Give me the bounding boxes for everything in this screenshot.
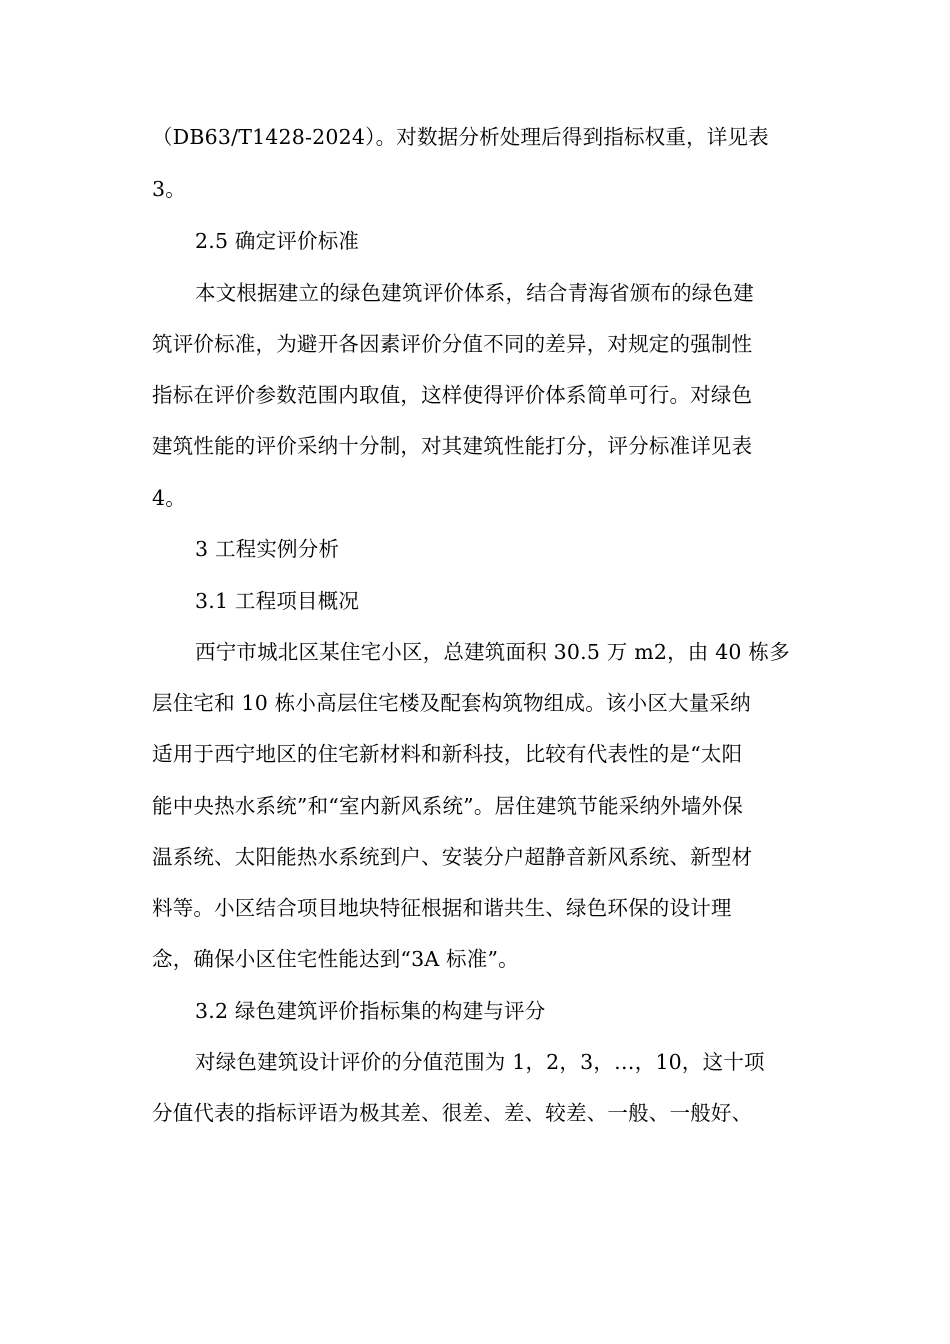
- paragraph-line: 适用于西宁地区的住宅新材料和新科技，比较有代表性的是“太阳: [152, 742, 743, 766]
- paragraph-line: 料等。小区结合项目地块特征根据和谐共生、绿色环保的设计理: [152, 896, 732, 920]
- section-heading: 3.1 工程项目概况: [195, 589, 360, 613]
- section-heading: 3.2 绿色建筑评价指标集的构建与评分: [195, 999, 546, 1023]
- paragraph-line: 能中央热水系统”和“室内新风系统”。居住建筑节能采纳外墙外保: [152, 794, 743, 818]
- paragraph-line: 分值代表的指标评语为极其差、很差、差、较差、一般、一般好、: [152, 1101, 753, 1125]
- paragraph-line: 温系统、太阳能热水系统到户、安装分户超静音新风系统、新型材: [152, 845, 753, 869]
- paragraph-line: 念，确保小区住宅性能达到“3A 标准”。: [152, 947, 519, 971]
- paragraph-line: 筑评价标准，为避开各因素评价分值不同的差异，对规定的强制性: [152, 332, 753, 356]
- section-heading: 2.5 确定评价标准: [195, 229, 360, 253]
- paragraph-line: 指标在评价参数范围内取值，这样使得评价体系简单可行。对绿色: [152, 383, 753, 407]
- paragraph-line: 对绿色建筑设计评价的分值范围为 1，2，3，…，10，这十项: [195, 1050, 765, 1074]
- paragraph-line: 建筑性能的评价采纳十分制，对其建筑性能打分，评分标准详见表: [152, 434, 753, 458]
- paragraph-line: 4。: [152, 486, 186, 510]
- section-heading: 3 工程实例分析: [195, 537, 340, 561]
- paragraph-line: 本文根据建立的绿色建筑评价体系，结合青海省颁布的绿色建: [195, 281, 754, 305]
- paragraph-line: 层住宅和 10 栋小高层住宅楼及配套构筑物组成。该小区大量采纳: [152, 691, 751, 715]
- paragraph-line: （DB63/T1428-2024）。对数据分析处理后得到指标权重，详见表: [152, 125, 769, 149]
- paragraph-line: 3。: [152, 177, 186, 201]
- paragraph-line: 西宁市城北区某住宅小区，总建筑面积 30.5 万 m2，由 40 栋多: [195, 640, 790, 664]
